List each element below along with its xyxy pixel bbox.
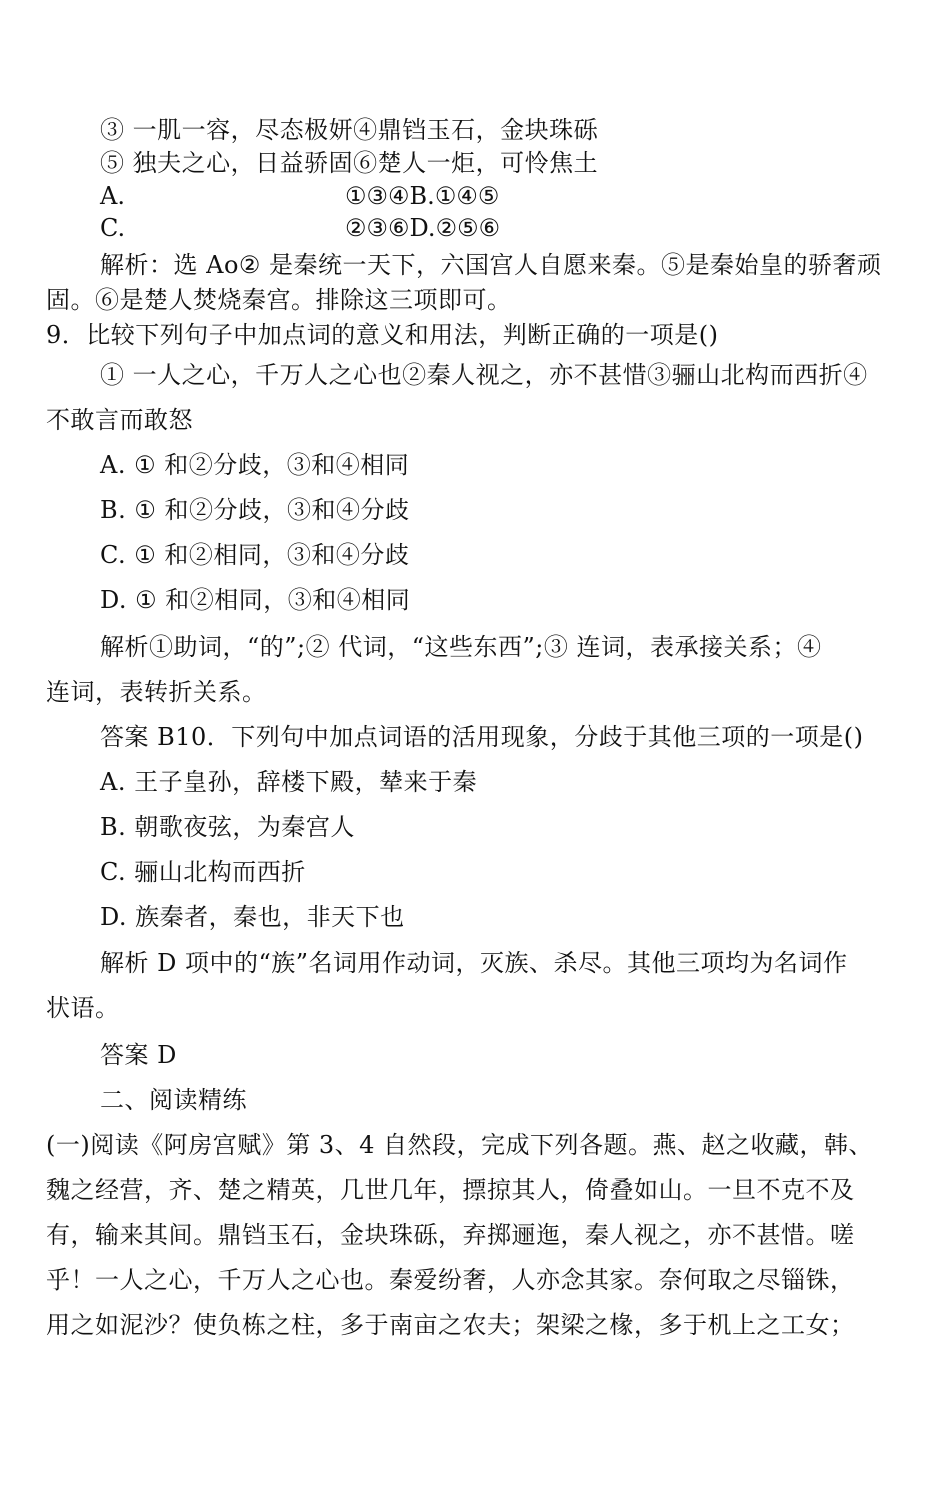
q9-stem: 9．比较下列句子中加点词的意义和用法，判断正确的一项是()	[46, 321, 719, 349]
q8-line-2: ⑤ 独夫之心，日益骄固⑥楚人一炬，可怜焦土	[100, 149, 599, 177]
q10-option-c: C. 骊山北构而西折	[100, 858, 306, 886]
q8-line-1: ③ 一肌一容，尽态极妍④鼎铛玉石，金块珠砾	[100, 116, 599, 144]
q8-analysis-line-2: 固。⑥是楚人焚烧秦宫。排除这三项即可。	[46, 286, 512, 314]
q10-analysis-line-1: 解析 D 项中的“族”名词用作动词，灭族、杀尽。其他三项均为名词作	[100, 949, 848, 977]
q9-analysis-line-2: 连词，表转折关系。	[46, 678, 267, 706]
q10-stem: 答案 B10．下列句中加点词语的活用现象，分歧于其他三项的一项是()	[100, 723, 864, 751]
passage-line-3: 有，输来其间。鼎铛玉石，金块珠砾，弃掷逦迤，秦人视之，亦不甚惜。嗟	[46, 1221, 855, 1249]
passage-line-1: (一)阅读《阿房宫赋》第 3、4 自然段，完成下列各题。燕、赵之收藏，韩、	[46, 1131, 874, 1159]
passage-line-2: 魏之经营，齐、楚之精英，几世几年，摽掠其人，倚叠如山。一旦不克不及	[46, 1176, 855, 1204]
q9-sentences-line-1: ① 一人之心，千万人之心也②秦人视之，亦不甚惜③骊山北构而西折④	[100, 361, 868, 389]
passage-line-5: 用之如泥沙？使负栋之柱，多于南亩之农夫；架梁之椽，多于机上之工女；	[46, 1311, 855, 1339]
q9-option-b: B. ① 和②分歧，③和④分歧	[100, 496, 410, 524]
q8-option-a-rest: ①③④B.①④⑤	[345, 182, 500, 210]
q9-option-d: D. ① 和②相同，③和④相同	[100, 586, 411, 614]
q10-option-b: B. 朝歌夜弦，为秦宫人	[100, 813, 355, 841]
passage-line-4: 乎！一人之心，千万人之心也。秦爱纷奢，人亦念其家。奈何取之尽锱铢，	[46, 1266, 855, 1294]
q9-analysis-line-1: 解析①助词，“的”;② 代词，“这些东西”;③ 连词，表承接关系；④	[100, 633, 822, 661]
q10-answer: 答案 D	[100, 1041, 177, 1069]
q8-option-a-letter: A.	[100, 182, 125, 210]
q9-sentences-line-2: 不敢言而敢怒	[46, 406, 193, 434]
q9-option-c: C. ① 和②相同，③和④分歧	[100, 541, 410, 569]
q10-analysis-line-2: 状语。	[46, 994, 120, 1022]
q8-analysis-line-1: 解析：选 Ao② 是秦统一天下，六国宫人自愿来秦。⑤是秦始皇的骄奢顽	[100, 251, 882, 279]
q8-option-c-letter: C.	[100, 214, 126, 242]
q8-option-c-rest: ②③⑥D.②⑤⑥	[345, 214, 501, 242]
q9-option-a: A. ① 和②分歧，③和④相同	[100, 451, 410, 479]
q10-option-a: A. 王子皇孙，辞楼下殿，辇来于秦	[100, 768, 478, 796]
section-heading: 二、阅读精练	[100, 1086, 247, 1114]
q10-option-d: D. 族秦者，秦也，非天下也	[100, 903, 405, 931]
